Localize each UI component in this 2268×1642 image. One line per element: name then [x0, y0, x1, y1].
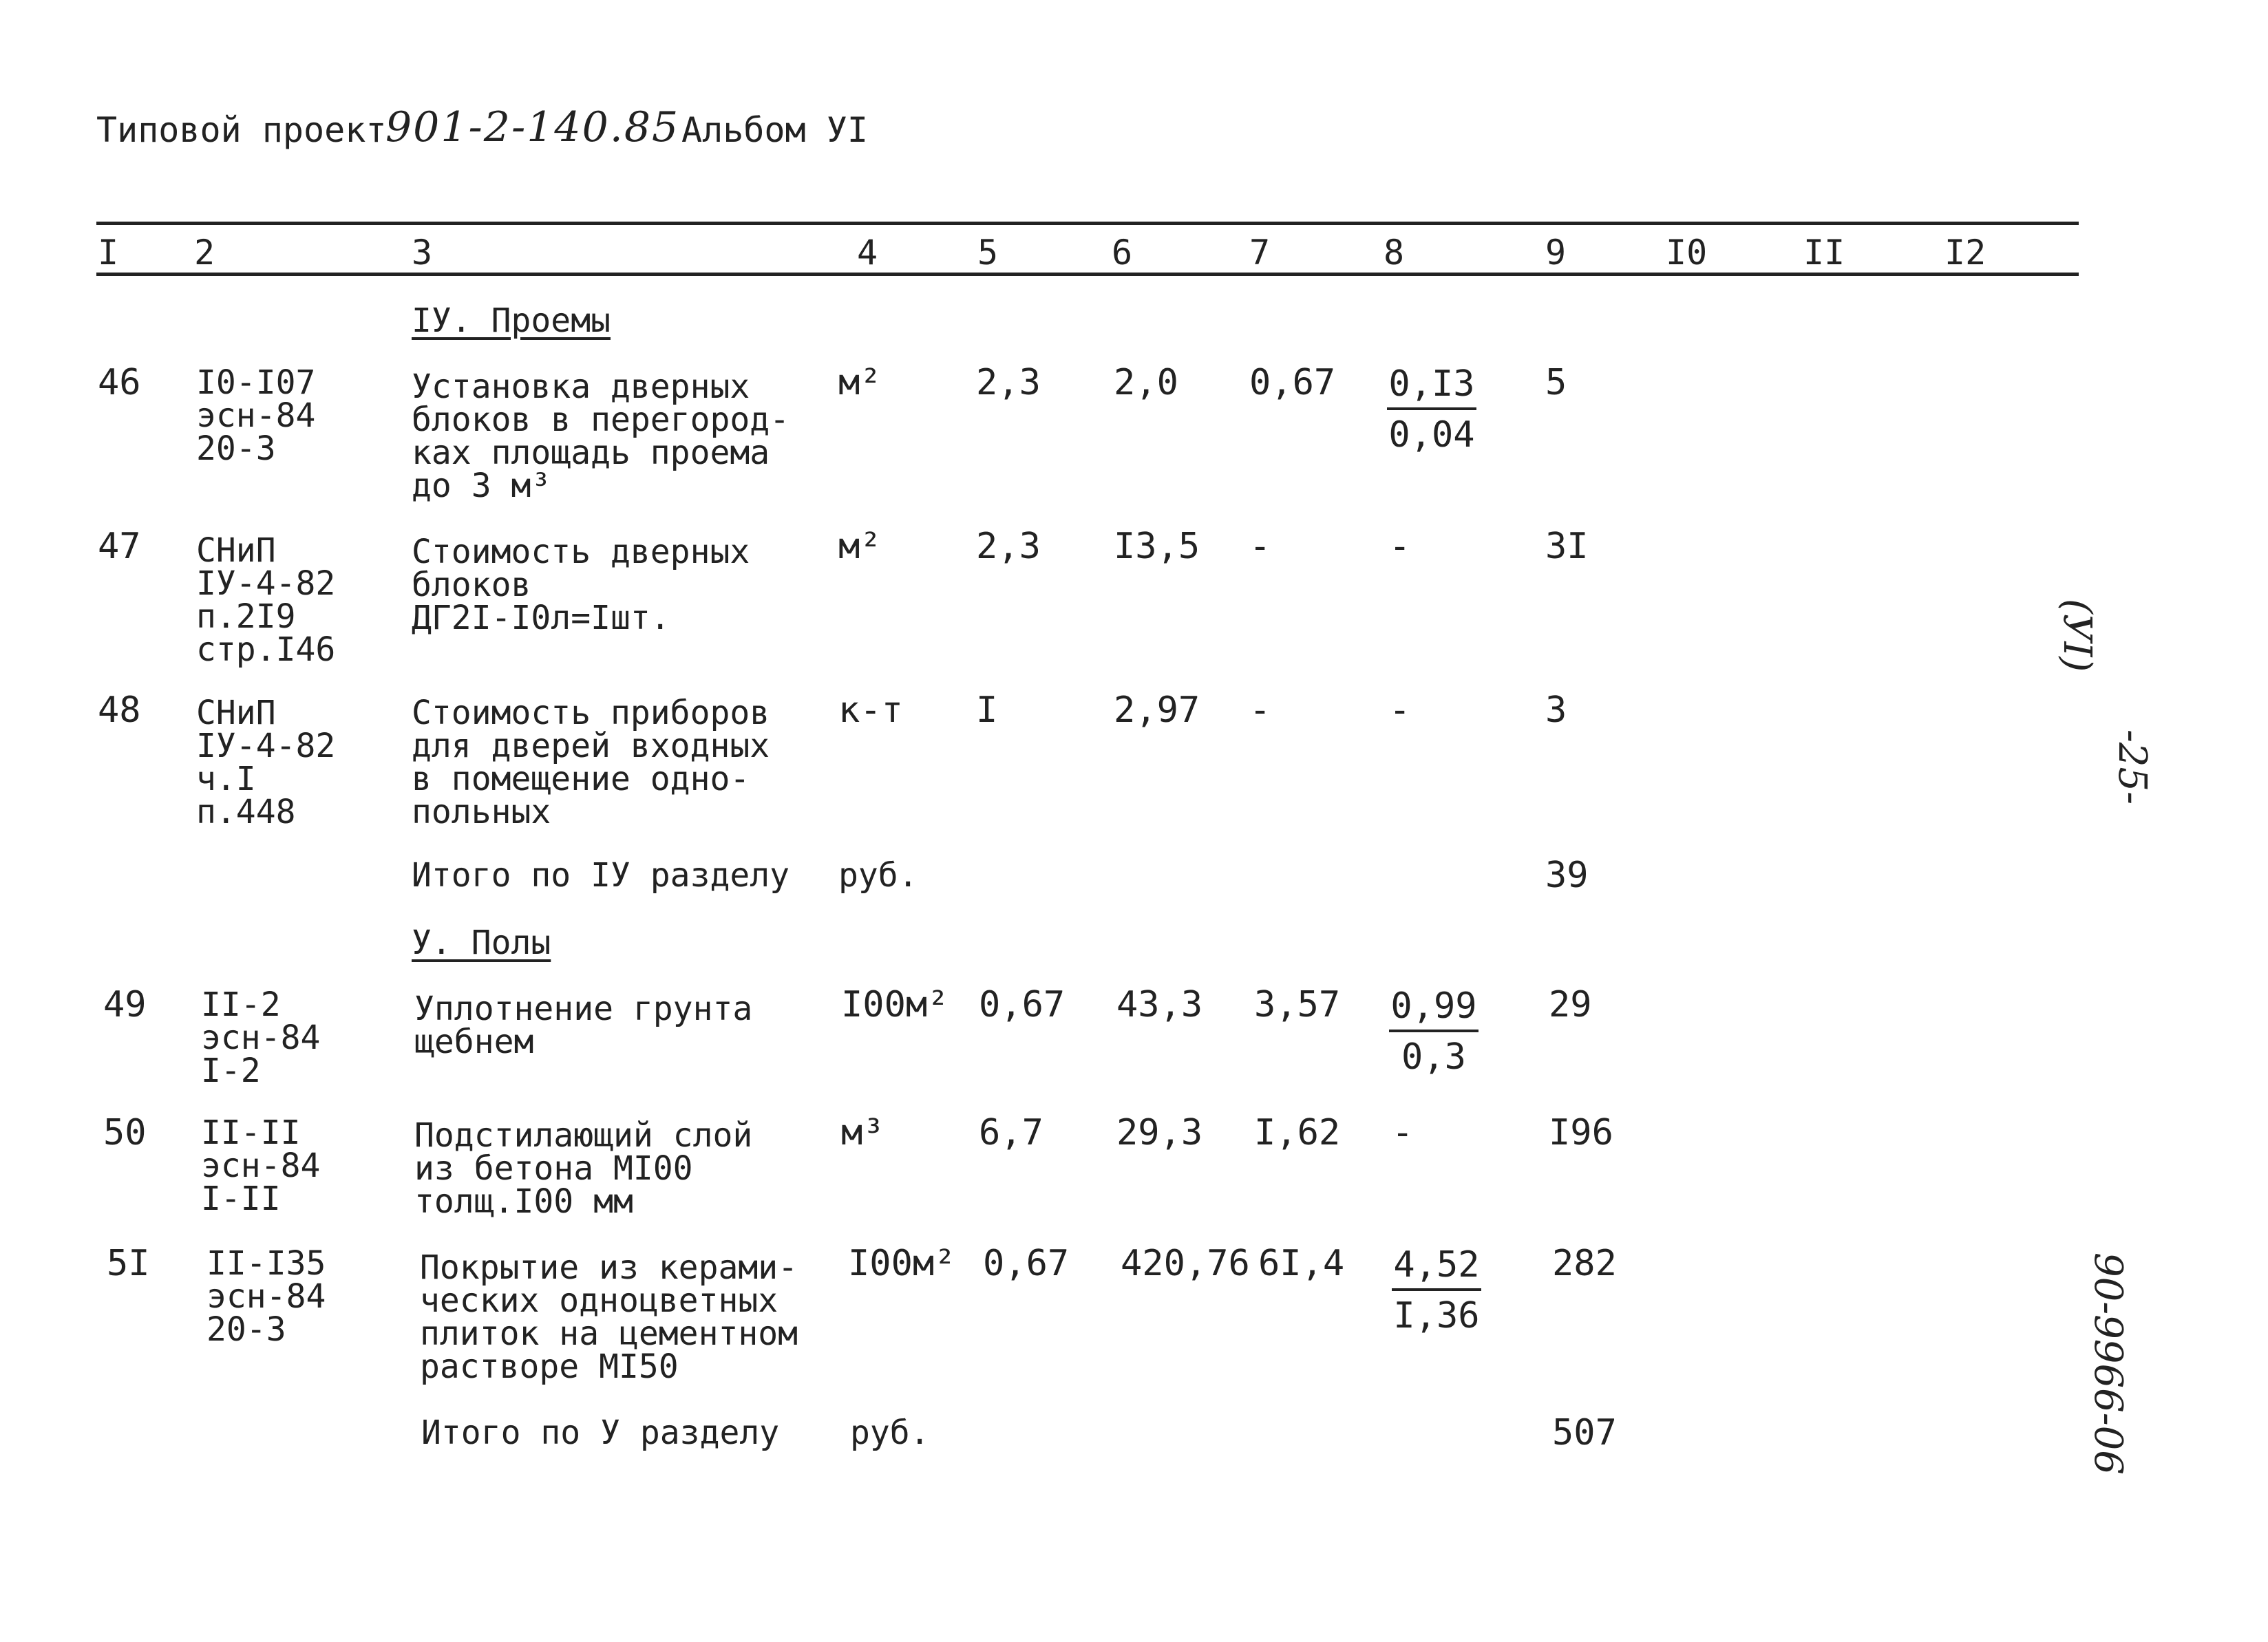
- row-col8: -: [1389, 690, 1411, 731]
- row-col6: 2,0: [1114, 362, 1178, 403]
- fraction-bottom: I,36: [1393, 1295, 1480, 1336]
- header-label: Типовой проект: [96, 110, 387, 150]
- row-name: Покрытие из керами- ческих одноцветных плиток на цементном растворе MI50: [420, 1248, 798, 1386]
- row-number: 46: [98, 362, 141, 403]
- row-code: II-2 эсн-84 I-2: [201, 985, 321, 1090]
- row-col7: 0,67: [1249, 362, 1336, 403]
- row-number: 50: [103, 1112, 147, 1153]
- row-col6: 29,3: [1116, 1112, 1203, 1153]
- row-col5: 6,7: [979, 1112, 1043, 1153]
- row-col8-fraction: [1387, 363, 1476, 456]
- row-code: II-I35 эсн-84 20-3: [206, 1244, 326, 1349]
- total-label: Итого по IУ разделу: [412, 856, 790, 895]
- col-12: I2: [1944, 233, 1986, 273]
- table-header-rule: [96, 273, 2079, 276]
- col-10: I0: [1666, 233, 1708, 273]
- row-col8: -: [1392, 1112, 1414, 1153]
- total-value: 507: [1552, 1412, 1617, 1453]
- fraction-bottom: 0,3: [1401, 1036, 1466, 1078]
- row-number: 48: [98, 690, 141, 731]
- row-name: Стоимость дверных блоков ДГ2I-I0л=Iшт.: [412, 533, 750, 637]
- row-col6: 420,76: [1121, 1243, 1250, 1284]
- row-col5: I: [976, 690, 998, 731]
- row-col7: -: [1249, 526, 1271, 567]
- row-number: 47: [98, 526, 141, 567]
- fraction-bottom: 0,04: [1388, 414, 1475, 456]
- col-1: I: [98, 233, 119, 273]
- row-col9: 3: [1545, 690, 1567, 731]
- row-col5: 0,67: [983, 1243, 1070, 1284]
- project-number: 901-2-140.85: [385, 103, 680, 151]
- row-col9: 3I: [1545, 526, 1589, 567]
- section-title: IУ. Проемы: [412, 301, 611, 340]
- row-number: 5I: [107, 1243, 150, 1284]
- row-unit: к-т: [838, 690, 903, 731]
- page-number: -25-: [2110, 729, 2154, 805]
- col-8: 8: [1384, 233, 1405, 273]
- row-col5: 2,3: [976, 362, 1041, 403]
- album-label: Альбом УI: [681, 110, 868, 150]
- row-name: Подстилающий слой из бетона MI00 толщ.I00 мм: [414, 1116, 753, 1221]
- row-col7: I,62: [1254, 1112, 1341, 1153]
- table-top-rule: [96, 222, 2079, 225]
- col-3: 3: [412, 233, 433, 273]
- row-col8-fraction: [1389, 985, 1479, 1078]
- row-code: II-II эсн-84 I-II: [201, 1113, 321, 1218]
- total-unit: руб.: [838, 856, 918, 895]
- row-col5: 2,3: [976, 526, 1041, 567]
- col-6: 6: [1112, 233, 1133, 273]
- row-col9: 5: [1545, 362, 1567, 403]
- fraction-top: 0,99: [1389, 985, 1479, 1032]
- total-unit: руб.: [850, 1414, 930, 1452]
- fraction-top: 4,52: [1392, 1244, 1481, 1291]
- row-code: СНиП IУ-4-82 п.2I9 стр.I46: [196, 531, 336, 669]
- row-unit: м²: [838, 526, 882, 567]
- col-4: 4: [857, 233, 878, 273]
- inventory-number: 90-9966-06: [2086, 1252, 2130, 1475]
- section-title: У. Полы: [412, 924, 551, 962]
- row-col9: 29: [1549, 984, 1592, 1025]
- row-name: Установка дверных блоков в перегород- ках площадь проема до 3 м³: [412, 367, 790, 505]
- album-mark: (УI): [2055, 599, 2099, 672]
- row-code: I0-I07 эсн-84 20-3: [196, 363, 316, 468]
- row-col6: 43,3: [1116, 984, 1203, 1025]
- row-col7: -: [1249, 690, 1271, 731]
- total-value: 39: [1545, 855, 1589, 896]
- row-code: СНиП IУ-4-82 ч.I п.448: [196, 694, 336, 831]
- col-9: 9: [1545, 233, 1567, 273]
- row-col5: 0,67: [979, 984, 1066, 1025]
- row-col6: I3,5: [1114, 526, 1200, 567]
- row-unit: I00м²: [841, 984, 949, 1025]
- row-unit: I00м²: [848, 1243, 956, 1284]
- row-col6: 2,97: [1114, 690, 1200, 731]
- col-11: II: [1803, 233, 1845, 273]
- row-col7: 3,57: [1254, 984, 1341, 1025]
- row-name: Уплотнение грунта щебнем: [414, 990, 753, 1061]
- row-col9: 282: [1552, 1243, 1617, 1284]
- row-unit: м³: [841, 1112, 884, 1153]
- row-col8: -: [1389, 526, 1411, 567]
- row-number: 49: [103, 984, 147, 1025]
- fraction-top: 0,I3: [1387, 363, 1476, 410]
- row-col8-fraction: [1392, 1244, 1481, 1336]
- total-label: Итого по У разделу: [421, 1414, 780, 1452]
- row-unit: м²: [838, 362, 882, 403]
- row-col9: I96: [1549, 1112, 1613, 1153]
- col-7: 7: [1249, 233, 1271, 273]
- col-2: 2: [194, 233, 215, 273]
- col-5: 5: [977, 233, 999, 273]
- row-name: Стоимость приборов для дверей входных в помещение одно- польных: [412, 694, 770, 831]
- row-col7: 6I,4: [1258, 1243, 1345, 1284]
